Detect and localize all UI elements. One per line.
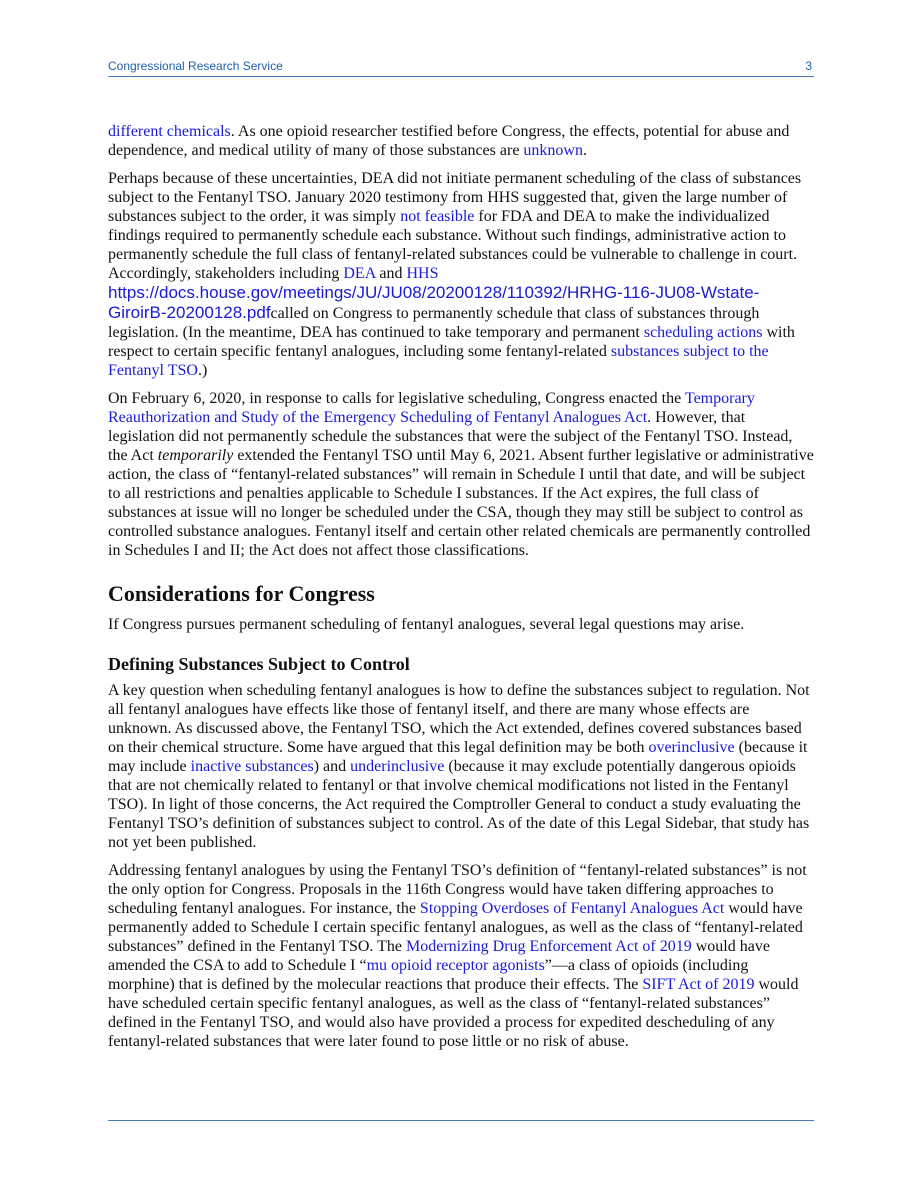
link-modernizing-drug-enforcement-act[interactable]: Modernizing Drug Enforcement Act of 2019 [406,938,692,955]
paragraph-1: different chemicals. As one opioid researcher testified before Congress, the effects, potential for abuse and dependence, and medical utility of many of those substances are unknown. [108,123,790,159]
link-scheduling-actions[interactable]: scheduling actions [643,324,763,341]
hhs-testimony-url[interactable]: https://docs.house.gov/meetings/JU/JU08/20200128/110392/HRHG-116-JU08-Wstate-GiroirB-20200128.pdf [108,283,760,322]
link-overinclusive[interactable]: overinclusive [648,739,735,756]
document-body [108,122,814,1060]
paragraph-3: On February 6, 2020, in response to calls for legislative scheduling, Congress enacted the Temporary Reauthorization and Study of the Emergency Scheduling of Fentanyl Analogues Act. However, that legislation did not permanently schedule the substances that were the subject of the Fentanyl TSO. Instead, the Act temporarily extended the Fentanyl TSO until May 6, 2021. Absent further legislative or administrative action, the class of “fentanyl-related substances” will remain in Schedule I until that date, and will be subject to all restrictions and penalties applicable to Schedule I substances. If the Act expires, the full class of substances at issue will no longer be scheduled under the CSA, though they may still be subject to control as controlled substance analogues. Fentanyl itself and certain other related chemicals are permanently controlled in Schedules I and II; the Act does not affect those classifications. [108,390,814,559]
link-substances-subject-to-tso[interactable]: substances subject to the Fentanyl TSO [108,343,769,379]
link-stopping-overdoses-act[interactable]: Stopping Overdoses of Fentanyl Analogues Act [419,900,725,917]
link-dea[interactable]: DEA [343,265,376,282]
link-temporary-reauthorization-act[interactable]: Temporary Reauthorization and Study of the Emergency Scheduling of Fentanyl Analogues Act [108,390,755,426]
link-underinclusive[interactable]: underinclusive [350,758,445,775]
publisher-name: Congressional Research Service [108,59,283,73]
link-inactive-substances[interactable]: inactive substances [190,758,314,775]
link-not-feasible[interactable]: not feasible [400,208,475,225]
paragraph-4: If Congress pursues permanent scheduling of fentanyl analogues, several legal questions may arise. [108,616,745,633]
section-heading: Considerations for Congress [108,581,375,606]
link-different-chemicals[interactable]: different chemicals [108,123,231,140]
emphasis-temporarily: temporarily [157,447,234,464]
link-unknown[interactable]: unknown [523,142,583,159]
page-header [108,58,814,77]
link-mu-opioid-receptor-agonists[interactable]: mu opioid receptor agonists [366,957,545,974]
link-hhs[interactable]: HHS [406,265,439,282]
page-number: 3 [805,59,812,73]
paragraph-2: Perhaps because of these uncertainties, DEA did not initiate permanent scheduling of the class of substances subject to the Fentanyl TSO. January 2020 testimony from HHS suggested that, given the large number of substances subject to the order, it was simply not feasible for FDA and DEA to make the individualized findings required to permanently schedule each substance. Without such findings, administrative action to permanently schedule the full class of fentanyl-related substances could be vulnerable to challenge in court. Accordingly, stakeholders including DEA and HHS https://docs.house.gov/meetings/JU/JU08/20200128/110392/HRHG-116-JU08-Wstate-GiroirB-20200128.pdfcalled on Congress to permanently schedule that class of substances through legislation. (In the meantime, DEA has continued to take temporary and permanent scheduling actions with respect to certain specific fentanyl analogues, including some fentanyl-related substances subject to the Fentanyl TSO.) [108,170,802,379]
footer-divider [108,1120,814,1121]
link-sift-act[interactable]: SIFT Act of 2019 [642,976,755,993]
paragraph-5: A key question when scheduling fentanyl analogues is how to define the substances subject to regulation. Not all fentanyl analogues have effects like those of fentanyl itself, and there are many whose effects are unknown. As discussed above, the Fentanyl TSO, which the Act extended, defines covered substances based on their chemical structure. Some have argued that this legal definition may be both overinclusive (because it may include inactive substances) and underinclusive (because it may exclude potentially dangerous opioids that are not chemically related to fentanyl or that involve chemical modifications not listed in the Fentanyl TSO). In light of those concerns, the Act required the Comptroller General to conduct a study evaluating the Fentanyl TSO’s definition of substances subject to control. As of the date of this Legal Sidebar, that study has not yet been published. [108,682,810,851]
subsection-heading: Defining Substances Subject to Control [108,654,410,674]
paragraph-6: Addressing fentanyl analogues by using the Fentanyl TSO’s definition of “fentanyl-related substances” is not the only option for Congress. Proposals in the 116th Congress would have taken differing approaches to scheduling fentanyl analogues. For instance, the Stopping Overdoses of Fentanyl Analogues Act would have permanently added to Schedule I certain specific fentanyl analogues, as well as the class of “fentanyl-related substances” defined in the Fentanyl TSO. The Modernizing Drug Enforcement Act of 2019 would have amended the CSA to add to Schedule I “mu opioid receptor agonists”—a class of opioids (including morphine) that is defined by the molecular reactions that produce their effects. The SIFT Act of 2019 would have scheduled certain specific fentanyl analogues, as well as the class of “fentanyl-related substances” defined in the Fentanyl TSO, and would also have provided a process for expedited descheduling of any fentanyl-related substances that were later found to pose little or no risk of abuse. [108,862,807,1050]
